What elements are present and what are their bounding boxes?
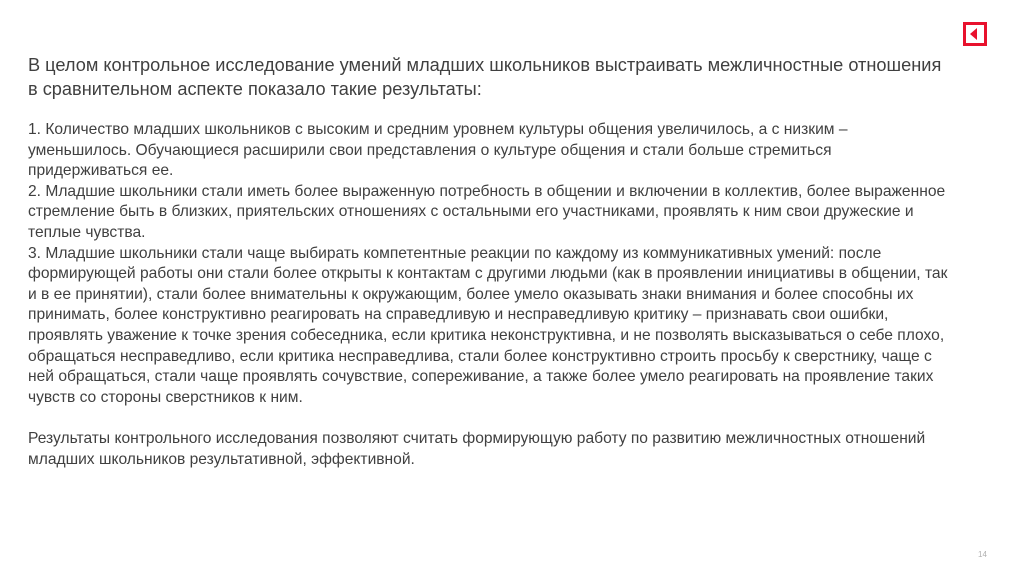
result-item-2: 2. Младшие школьники стали иметь более выраженную потребность в общении и включении в коллектив, более выраженное стремление быть в близких, приятельских отношениях с остальными его участниками, проявлять к ним свои дружеские и теплые чувства.: [28, 182, 946, 241]
page-number: 14: [978, 550, 987, 559]
brand-logo: [963, 22, 987, 46]
result-item-3: 3. Младшие школьники стали чаще выбирать компетентные реакции по каждому из коммуникативных умений: после формирующей работы они стали более открыты к контактам с другими людьми (как в проявлении инициативы в общении, так и в ее принятии), стали более внимательны к окружающим, более умело оказывать знаки внимания и более способны их принимать, более конструктивно реагировать на справедливую и несправедливую критику – признавать свои ошибки, проявлять уважение к точке зрения собеседника, если критика неконструктивна, и не позволять высказываться о себе плохо, обращаться несправедливо, если критика несправедлива, стали более конструктивно строить просьбу к сверстнику, чаще с ней обращаться, стали чаще проявлять сочувствие, сопереживание, а также более умело реагировать на проявление таких чувств со стороны сверстников к ним.: [28, 244, 948, 406]
conclusion-text: Результаты контрольного исследования позволяют считать формирующую работу по развитию межличностных отношений младших школьников результативной, эффективной.: [28, 430, 926, 468]
intro-text: В целом контрольное исследование умений младших школьников выстраивать межличностные отношения в сравнительном аспекте показало такие результаты:: [28, 55, 942, 99]
slide-content: [28, 53, 948, 471]
chevron-left-frame-icon: [963, 22, 987, 46]
result-item-1: 1. Количество младших школьников с высоким и средним уровнем культуры общения увеличилось, а с низким – уменьшилось. Обучающиеся расширили свои представления о культуре общения и стали больше стремиться придерживаться ее.: [28, 121, 848, 180]
results-list: [28, 120, 948, 408]
